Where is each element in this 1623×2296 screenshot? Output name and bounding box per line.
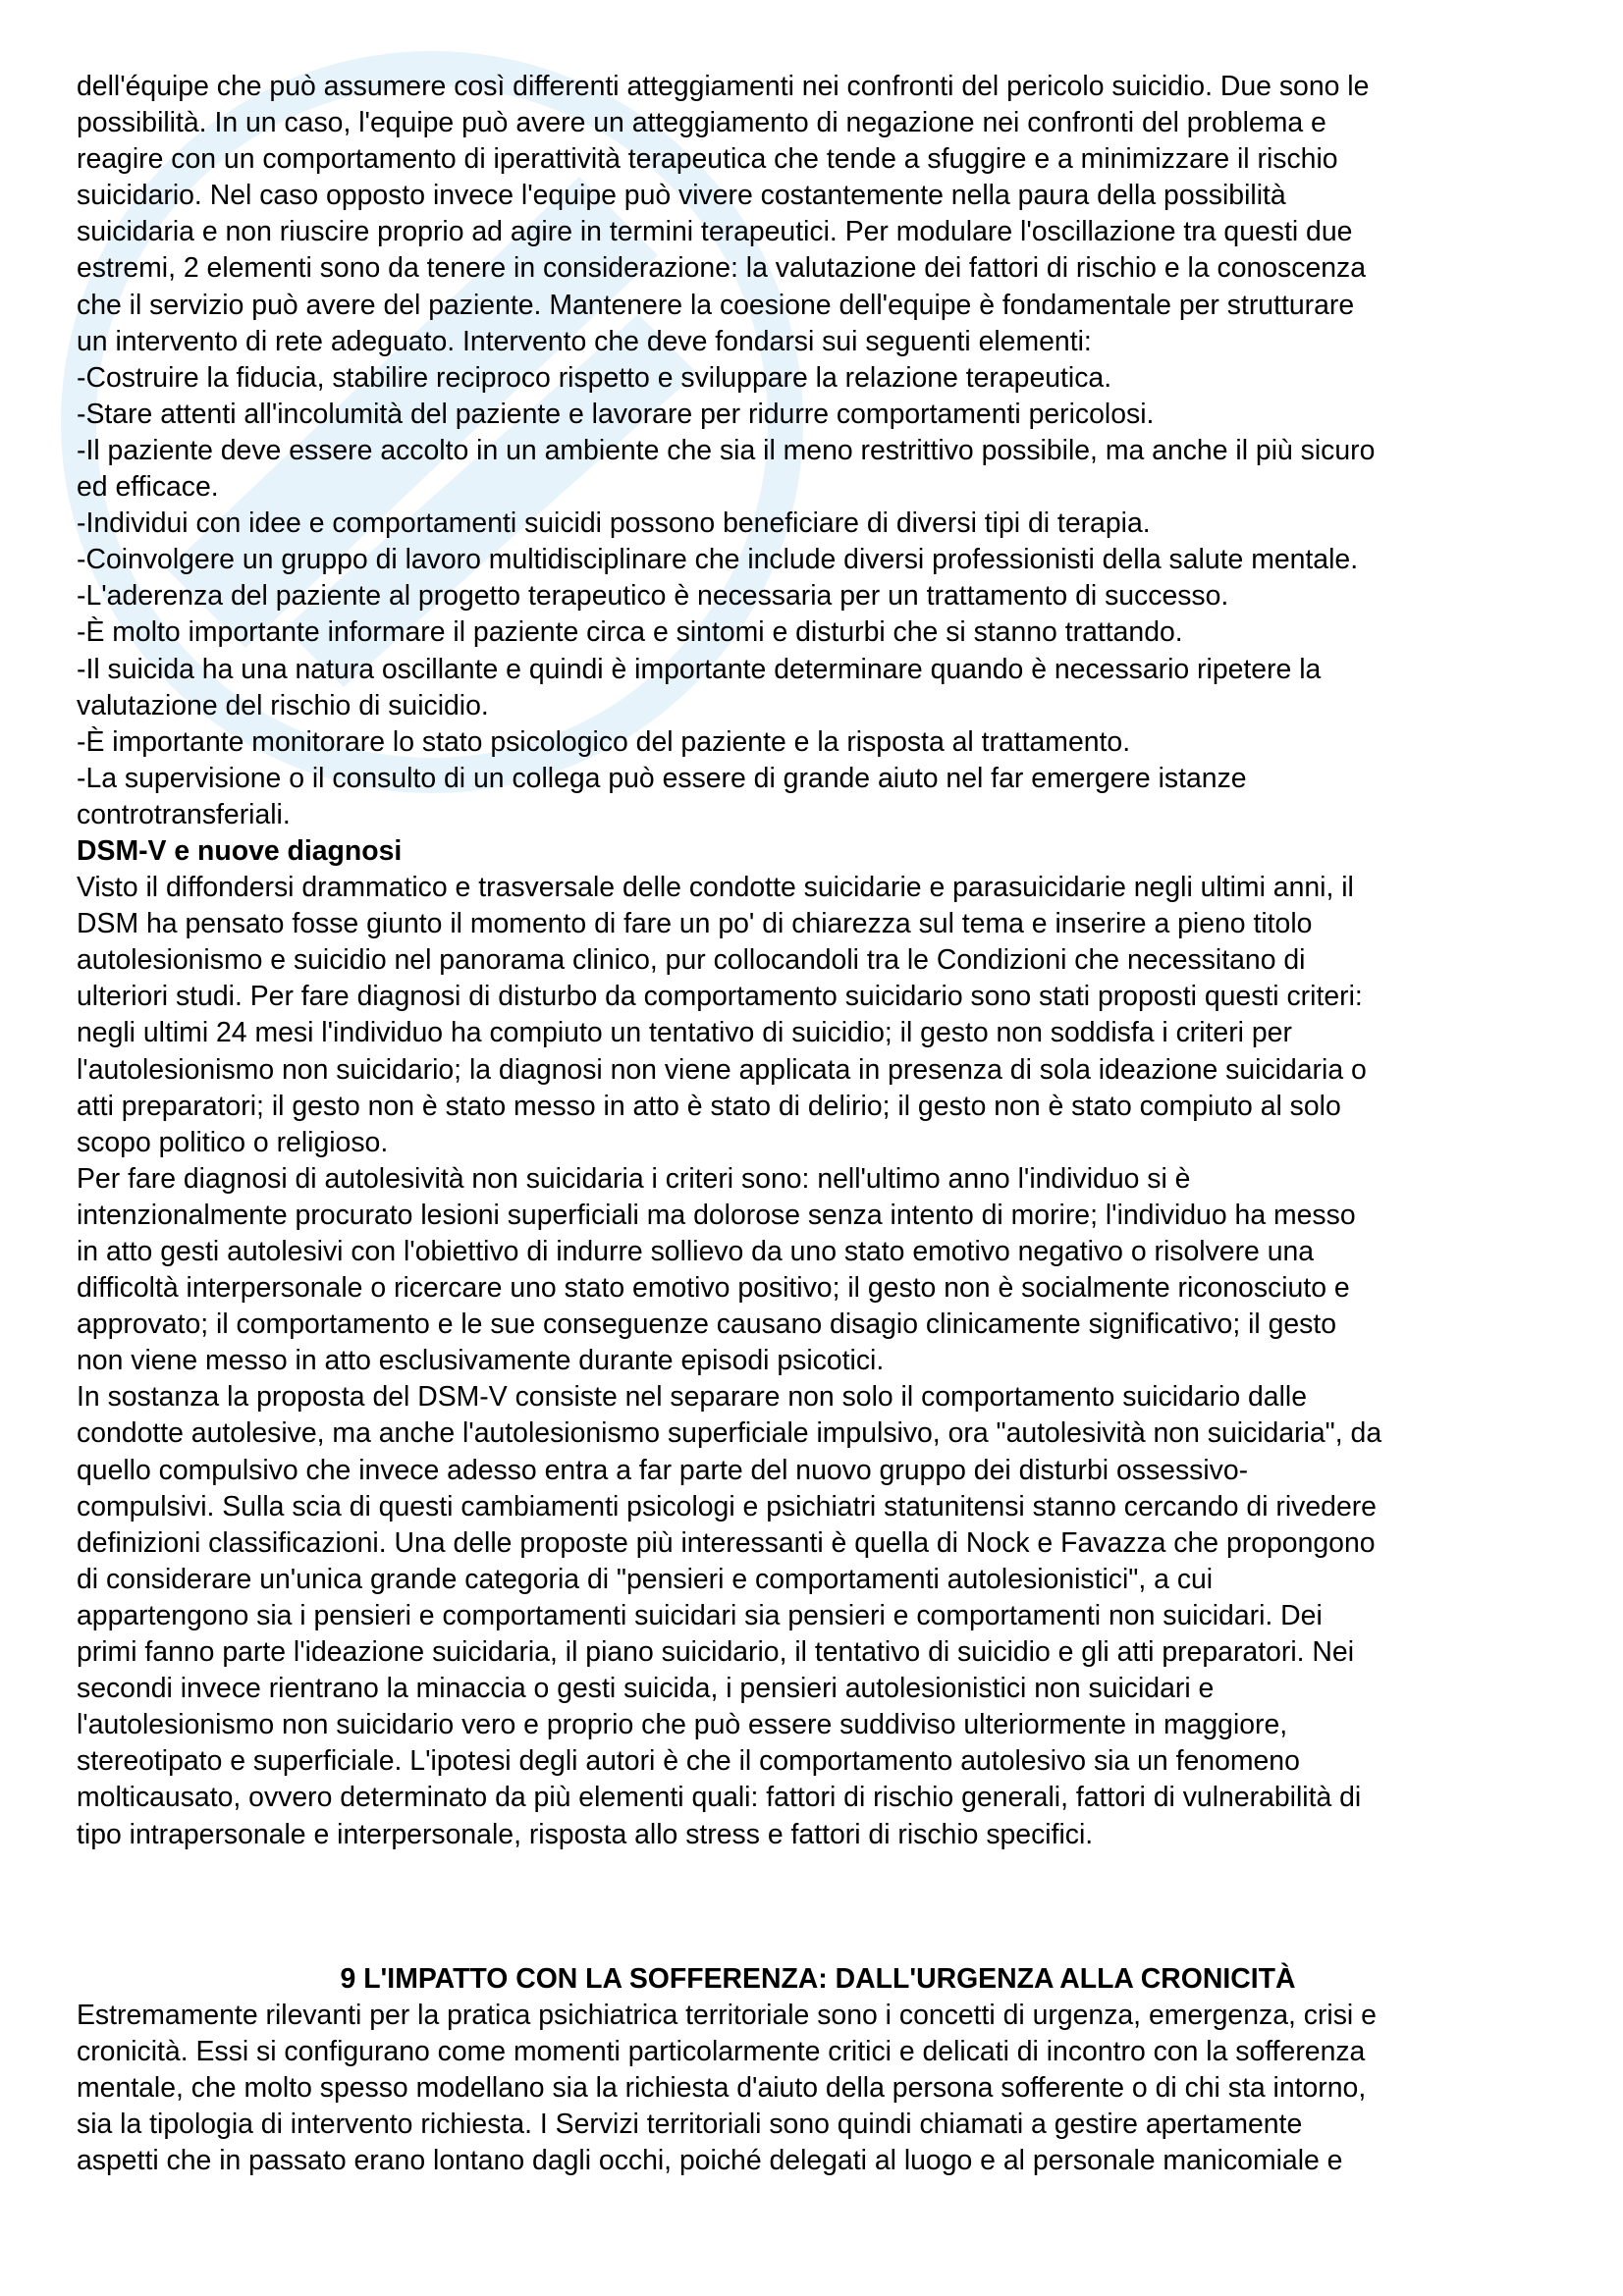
- text-line: secondi invece rientrano la minaccia o gesti suicida, i pensieri autolesionistici non suicidari e: [77, 1673, 1215, 1705]
- text-line: cronicità. Essi si configurano come momenti particolarmente critici e delicati di incontro con la sofferenza: [77, 2035, 1366, 2067]
- text-line: primi fanno parte l'ideazione suicidaria, il piano suicidario, il tentativo di suicidio e gli atti preparatori. Nei: [77, 1636, 1355, 1669]
- chapter-section: [77, 1961, 1559, 2180]
- text-line: stereotipato e superficiale. L'ipotesi degli autori è che il comportamento autolesivo sia un fenomeno: [77, 1745, 1300, 1778]
- text-line: quello compulsivo che invece adesso entra a far parte del nuovo gruppo dei disturbi ossessivo-: [77, 1454, 1249, 1486]
- text-line: reagire con un comportamento di iperattività terapeutica che tende a sfuggire e a minimizzare il rischio: [77, 143, 1338, 176]
- text-line: -Costruire la fiducia, stabilire reciproco rispetto e sviluppare la relazione terapeutica.: [77, 361, 1112, 394]
- text-line: possibilità. In un caso, l'equipe può avere un atteggiamento di negazione nei confronti del problema e: [77, 107, 1326, 139]
- text-line: -Individui con idee e comportamenti suicidi possono beneficiare di diversi tipi di terapia.: [77, 507, 1151, 540]
- text-line: -La supervisione o il consulto di un collega può essere di grande aiuto nel far emergere istanze: [77, 762, 1247, 794]
- chapter-title: 9 L'IMPATTO CON LA SOFFERENZA: DALL'URGENZA ALLA CRONICITÀ: [340, 1962, 1296, 1995]
- text-line: non viene messo in atto esclusivamente durante episodi psicotici.: [77, 1345, 885, 1377]
- text-line: -Coinvolgere un gruppo di lavoro multidisciplinare che include diversi professionisti della salute mentale.: [77, 544, 1359, 576]
- text-line: valutazione del rischio di suicidio.: [77, 689, 489, 721]
- text-line: Estremamente rilevanti per la pratica psichiatrica territoriale sono i concetti di urgenza, emergenza, crisi e: [77, 1999, 1377, 2031]
- dsm-paragraph: [77, 870, 1559, 1853]
- text-line: condotte autolesive, ma anche l'autolesionismo superficiale impulsivo, ora "autolesività non suicidaria", da: [77, 1417, 1382, 1450]
- document-page: [77, 69, 1559, 2179]
- text-line: ed efficace.: [77, 471, 219, 504]
- text-line: che il servizio può avere del paziente. Mantenere la coesione dell'equipe è fondamentale per strutturare: [77, 289, 1355, 321]
- text-line: -Il suicida ha una natura oscillante e quindi è importante determinare quando è necessario ripetere la: [77, 653, 1322, 685]
- text-line: suicidario. Nel caso opposto invece l'equipe può vivere costantemente nella paura della possibilità: [77, 180, 1286, 212]
- text-line: difficoltà interpersonale o ricercare uno stato emotivo positivo; il gesto non è socialmente riconosciuto e: [77, 1272, 1350, 1305]
- text-line: intenzionalmente procurato lesioni superficiali ma dolorose senza intento di morire; l'individuo ha messo: [77, 1199, 1356, 1231]
- text-line: tipo intrapersonale e interpersonale, risposta allo stress e fattori di rischio specifici.: [77, 1818, 1094, 1850]
- text-line: controtransferiali.: [77, 798, 291, 830]
- text-line: -Stare attenti all'incolumità del paziente e lavorare per ridurre comportamenti pericolosi.: [77, 398, 1155, 430]
- text-line: definizioni classificazioni. Una delle proposte più interessanti è quella di Nock e Favazza che propongono: [77, 1526, 1376, 1559]
- text-line: mentale, che molto spesso modellano sia la richiesta d'aiuto della persona sofferente o di chi sta intorno,: [77, 2071, 1367, 2104]
- text-line: Visto il diffondersi drammatico e trasversale delle condotte suicidarie e parasuicidarie negli ultimi anni, il: [77, 872, 1354, 904]
- text-line: In sostanza la proposta del DSM-V consiste nel separare non solo il comportamento suicidario dalle: [77, 1381, 1308, 1414]
- chapter-paragraph: [77, 1998, 1559, 2179]
- text-line: -È importante monitorare lo stato psicologico del paziente e la risposta al trattamento.: [77, 725, 1131, 758]
- text-line: DSM ha pensato fosse giunto il momento di fare un po' di chiarezza sul tema e inserire a pieno titolo: [77, 908, 1313, 940]
- text-line: l'autolesionismo non suicidario vero e proprio che può essere suddiviso ulteriormente in maggiore,: [77, 1709, 1288, 1741]
- intro-paragraph: [77, 69, 1559, 833]
- dsm-heading: DSM-V e nuove diagnosi: [77, 834, 403, 867]
- text-line: appartengono sia i pensieri e comportamenti suicidari sia pensieri e comportamenti non suicidari. Dei: [77, 1599, 1323, 1631]
- text-line: sia la tipologia di intervento richiesta. I Servizi territoriali sono quindi chiamati a gestire apertamente: [77, 2108, 1303, 2140]
- text-line: estremi, 2 elementi sono da tenere in considerazione: la valutazione dei fattori di rischio e la conoscenza: [77, 252, 1367, 285]
- text-line: dell'équipe che può assumere così differenti atteggiamenti nei confronti del pericolo suicidio. Due sono le: [77, 71, 1370, 102]
- text-line: ulteriori studi. Per fare diagnosi di disturbo da comportamento suicidario sono stati proposti questi criteri:: [77, 981, 1363, 1013]
- text-line: autolesionismo e suicidio nel panorama clinico, pur collocandoli tra le Condizioni che necessitano di: [77, 944, 1306, 977]
- text-line: un intervento di rete adeguato. Intervento che deve fondarsi sui seguenti elementi:: [77, 325, 1092, 357]
- text-line: molticausato, ovvero determinato da più elementi quali: fattori di rischio generali, fattori di vulnerabilità di: [77, 1782, 1362, 1814]
- text-line: in atto gesti autolesivi con l'obiettivo di indurre sollievo da uno stato emotivo negativo o risolvere una: [77, 1236, 1315, 1267]
- text-line: approvato; il comportamento e le sue conseguenze causano disagio clinicamente significativo; il gesto: [77, 1308, 1337, 1341]
- text-line: scopo politico o religioso.: [77, 1126, 389, 1158]
- text-line: compulsivi. Sulla scia di questi cambiamenti psicologi e psichiatri statunitensi stanno cercando di rivedere: [77, 1490, 1377, 1522]
- text-line: Per fare diagnosi di autolesività non suicidaria i criteri sono: nell'ultimo anno l'individuo si è: [77, 1162, 1191, 1195]
- text-line: negli ultimi 24 mesi l'individuo ha compiuto un tentativo di suicidio; il gesto non soddisfa i criteri per: [77, 1017, 1292, 1049]
- text-line: di considerare un'unica grande categoria di "pensieri e comportamenti autolesionistici", a cui: [77, 1563, 1214, 1595]
- text-line: -È molto importante informare il paziente circa e sintomi e disturbi che si stanno trattando.: [77, 616, 1183, 649]
- text-line: -L'aderenza del paziente al progetto terapeutico è necessaria per un trattamento di successo.: [77, 580, 1229, 613]
- text-line: -Il paziente deve essere accolto in un ambiente che sia il meno restrittivo possibile, ma anche il più sicuro: [77, 434, 1376, 466]
- text-line: suicidaria e non riuscire proprio ad agire in termini terapeutici. Per modulare l'oscillazione tra questi due: [77, 216, 1353, 248]
- text-line: aspetti che in passato erano lontano dagli occhi, poiché delegati al luogo e al personale manicomiale e: [77, 2145, 1343, 2177]
- text-line: atti preparatori; il gesto non è stato messo in atto è stato di delirio; il gesto non è stato compiuto al solo: [77, 1090, 1341, 1122]
- text-line: l'autolesionismo non suicidario; la diagnosi non viene applicata in presenza di sola ideazione suicidaria o: [77, 1053, 1367, 1086]
